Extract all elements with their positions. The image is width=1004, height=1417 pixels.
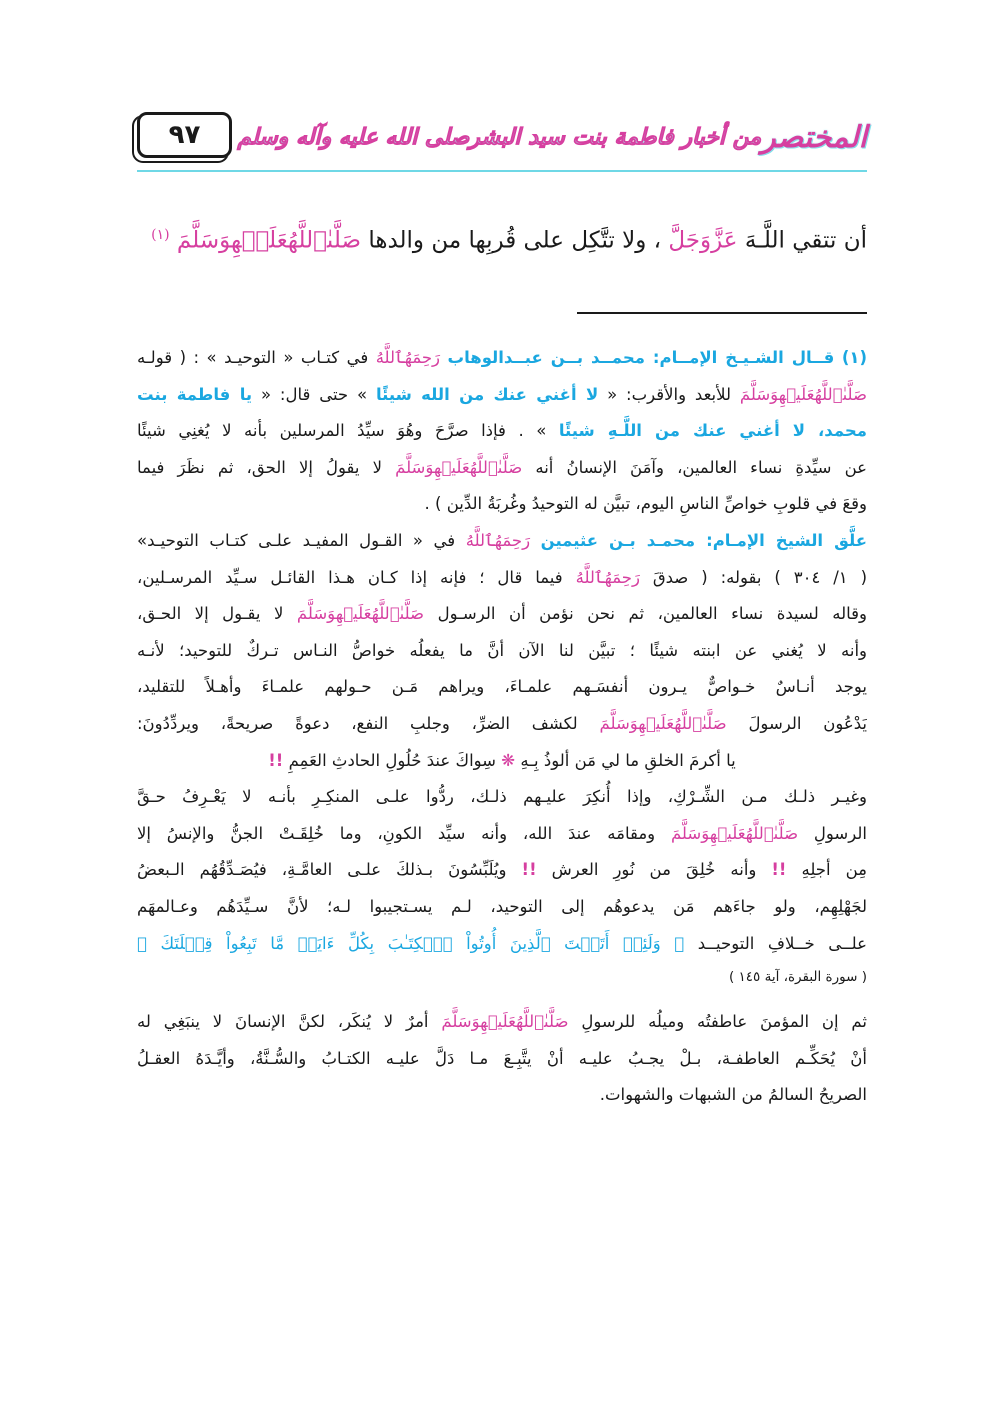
- fn-line-17: [137, 926, 867, 963]
- fn-4-b: صَلَّىٰٱللَّهُعَلَيۡهِوَسَلَّمَ: [395, 457, 523, 477]
- fn-15-d: !!: [521, 860, 537, 880]
- fn-number: (١): [841, 348, 867, 367]
- fn-8-c: لا يقـول إلا الحـق،: [137, 604, 284, 624]
- fn-1-b: رَحِمَهُٱللَّهُ: [375, 348, 441, 367]
- poem-line: [137, 743, 867, 780]
- header-title-part1: المختصر: [761, 119, 867, 155]
- main-text-1: أن تتقي اللَّـهَ: [744, 227, 867, 254]
- header-title-part3: صلى الله عليه وآله وسلم: [237, 124, 470, 150]
- fn-1-a: قــال الشـيـخ الإمــام: محمــد بــن عبــدالوهاب: [447, 348, 835, 367]
- fn-line-6: [137, 523, 867, 560]
- fn-line-2: [137, 377, 867, 414]
- fn-15-e: ويُلَبِّسُونَ بـذلكَ علـى العامَّـةِ، فيُصَـدِّقُهُم الـبعضُ: [137, 860, 507, 880]
- fn-19-c: أمرٌ لا يُنكَر، لكنَّ الإنسانَ لا ينبَغِي له: [137, 1012, 429, 1032]
- fn-line-4: [137, 450, 867, 487]
- footnote-separator: [577, 312, 867, 314]
- fn-line-10: يوجد أنـاسٌ خـواصٌّ يـرون أنفسَـهم علمـاءَ، ويراهم مَـن حـولهم علمـاءَ وأهـلاً للتقليد،: [137, 677, 867, 697]
- poem-star: ❋: [501, 750, 516, 770]
- fn-14-b: صَلَّىٰٱللَّهُعَلَيۡهِوَسَلَّمَ: [670, 823, 799, 843]
- poem-hemistich-1: يا أكرمَ الخلقِ ما لي مَن ألوذُ بِـهِ: [520, 750, 736, 770]
- fn-14-a: الرسولِ: [813, 823, 867, 843]
- fn-4-a: عن سيِّدةِ نساء العالمين، وآمَنَ الإنسانُ أنه: [535, 457, 867, 477]
- fn-line-13: وغيـر ذلـك مـن الشِّـرْكِ، وإذا أُنكِرَ عليـهم ذلـك، ردُّوا علـى المنكِـرِ بأنـه لا يَعْـرِفُ حـقَّ: [137, 787, 867, 807]
- fn-14-c: ومقامَه عندَ الله، وأنه سيِّد الكونِ، وما خُلِقَـتْ الجنُّ والإنسُ إلا: [137, 823, 656, 843]
- fn-7-c: فيما قال ؛ فإنه إذا كـان هـذا القائـل سـيِّد المرسـلين،: [137, 567, 563, 587]
- footnote-body: [137, 340, 867, 1114]
- fn-8-b: صَلَّىٰٱللَّهُعَلَيۡهِوَسَلَّمَ: [296, 604, 425, 624]
- fn-11-c: لكشف الضرِّ، وجلبِ النفع، دعوةً صريحةً، ويردِّدُونَ:: [137, 713, 578, 733]
- fn-2-e: يا فاطمة بنت: [137, 384, 253, 404]
- fn-2-a: صَلَّىٰٱللَّهُعَلَيۡهِوَسَلَّمَ: [739, 384, 867, 404]
- fn-line-8: [137, 596, 867, 633]
- fn-line-14: [137, 816, 867, 853]
- fn-19-b: صَلَّىٰٱللَّهُعَلَيۡهِوَسَلَّمَ: [441, 1012, 569, 1032]
- fn-6-c: في « القـول المفيـد علـى كتـاب التوحيـد»: [137, 530, 456, 550]
- fn-line-15: [137, 852, 867, 889]
- header-rule: [137, 170, 867, 172]
- fn-line-1: [137, 340, 867, 377]
- poem-exclaim: !!: [268, 750, 284, 770]
- honorific-salawat: صَلَّىٰٱللَّهُعَلَيۡهِوَسَلَّمَ: [176, 227, 362, 254]
- fn-3-b: » . فإذا صرَّحَ وهُوَ سيِّدُ المرسلين بأنه لا يُغنِي شيئًا: [137, 421, 547, 441]
- fn-line-19: [137, 1004, 867, 1041]
- main-text-line: [137, 210, 867, 260]
- fn-6-a: علَّق الشيخ الإمـام: محمـد بـن عثيمين: [540, 530, 867, 550]
- poem-hemistich-2: سِواكَ عندَ حُلُولِ الحادثِ العَمِمِ: [288, 750, 497, 770]
- fn-6-b: رَحِمَهُٱللَّهُ: [465, 530, 531, 550]
- fn-line-20: أنْ يُحَكِّـم العاطفـة، بـلْ يجـبُ عليـه أنْ يتَّبِـعَ مـا دَلَّ عليـه الكتـابُ والسُّـنَّةُ، وأيَّـدَهُ العقـلُ: [137, 1048, 867, 1068]
- fn-line-5: وقعَ في قلوبِ خواصِّ الناسِ اليوم، تبيَّن له التوحيدُ وغُربَةُ الدِّين ) .: [424, 494, 867, 514]
- fn-17-a: علــى خــلافِ التوحيــد: [697, 933, 867, 953]
- fn-1-c: في كتـاب « التوحيـد » : ( قولـه: [137, 348, 369, 367]
- fn-line-7: [137, 560, 867, 597]
- fn-8-a: وقاله لسيدة نساء العالمين، ثم نحن نؤمن أن الرسـول: [437, 604, 867, 624]
- fn-line-11: [137, 706, 867, 743]
- fn-15-a: مِن أجلِهِ: [801, 860, 867, 880]
- fn-7-b: رَحِمَهُٱللَّهُ: [575, 567, 640, 587]
- fn-2-d: » حتى قال: «: [260, 384, 368, 404]
- page-header: [137, 108, 867, 170]
- quran-verse: ﴿ وَلَئِنۡ أَتَيۡتَ ٱلَّذِينَ أُوتُواْ ٱلۡكِتَـٰبَ بِكُلِّ ءَايَةٖ مَّا تَبِعُواْ قِبۡلَتَكَ ﴾: [137, 933, 685, 953]
- fn-11-a: يَدْعُون الرسولَ: [748, 713, 867, 733]
- fn-11-b: صَلَّىٰٱللَّهُعَلَيۡهِوَسَلَّمَ: [599, 713, 727, 733]
- footnote-ref: (١): [151, 227, 170, 243]
- honorific-azza: عَزَّوَجَلَّ: [668, 227, 738, 254]
- header-title: [237, 108, 867, 166]
- fn-3-a: محمد، لا أغني عنك من اللَّـهِ شيئًا: [558, 421, 867, 441]
- main-text-3: ، ولا تتَّكِل على قُربِها من والدها: [368, 227, 662, 254]
- fn-4-c: لا يقولُ إلا الحق، ثم نظَرَ فيما: [137, 457, 383, 477]
- fn-15-c: وأنه خُلِقَ من نُورِ العرش: [551, 860, 757, 880]
- fn-15-b: !!: [771, 860, 787, 880]
- fn-19-a: ثم إن المؤمنَ عاطفتُه وميلُه للرسولِ: [581, 1012, 867, 1032]
- fn-2-c: لا أغني عنك من الله شيئًا: [375, 384, 599, 404]
- fn-line-21: الصريحُ السالمُ من الشبهات والشهوات.: [599, 1085, 867, 1105]
- page-number: ٩٧: [137, 112, 232, 158]
- fn-7-a: ( ١/ ٣٠٤ ) بقوله: ( صدقَ: [652, 567, 867, 587]
- verse-citation: ( سورة البقرة، آية ١٤٥ ): [728, 969, 867, 986]
- fn-line-3: [137, 413, 867, 450]
- header-title-part2: من أخبار فاطمة بنت سيد البشر: [469, 124, 762, 150]
- fn-line-9: وأنه لا يُغني عن ابنته شيئًا ؛ تبيَّن لنا الآن أنَّ ما يفعلُه خواصُّ النـاس تـركٌ للتوحيد؛ لأنـه: [137, 640, 867, 660]
- fn-line-16: لجَهْلِهِم، ولو جاءَهم مَن يدعوهُم إلى التوحيد، لـم يسـتجيبوا لـه؛ لأنَّ سـيِّدَهُم وعـالمهَم: [137, 896, 867, 916]
- fn-2-b: للأبعد والأقرب: «: [607, 384, 732, 404]
